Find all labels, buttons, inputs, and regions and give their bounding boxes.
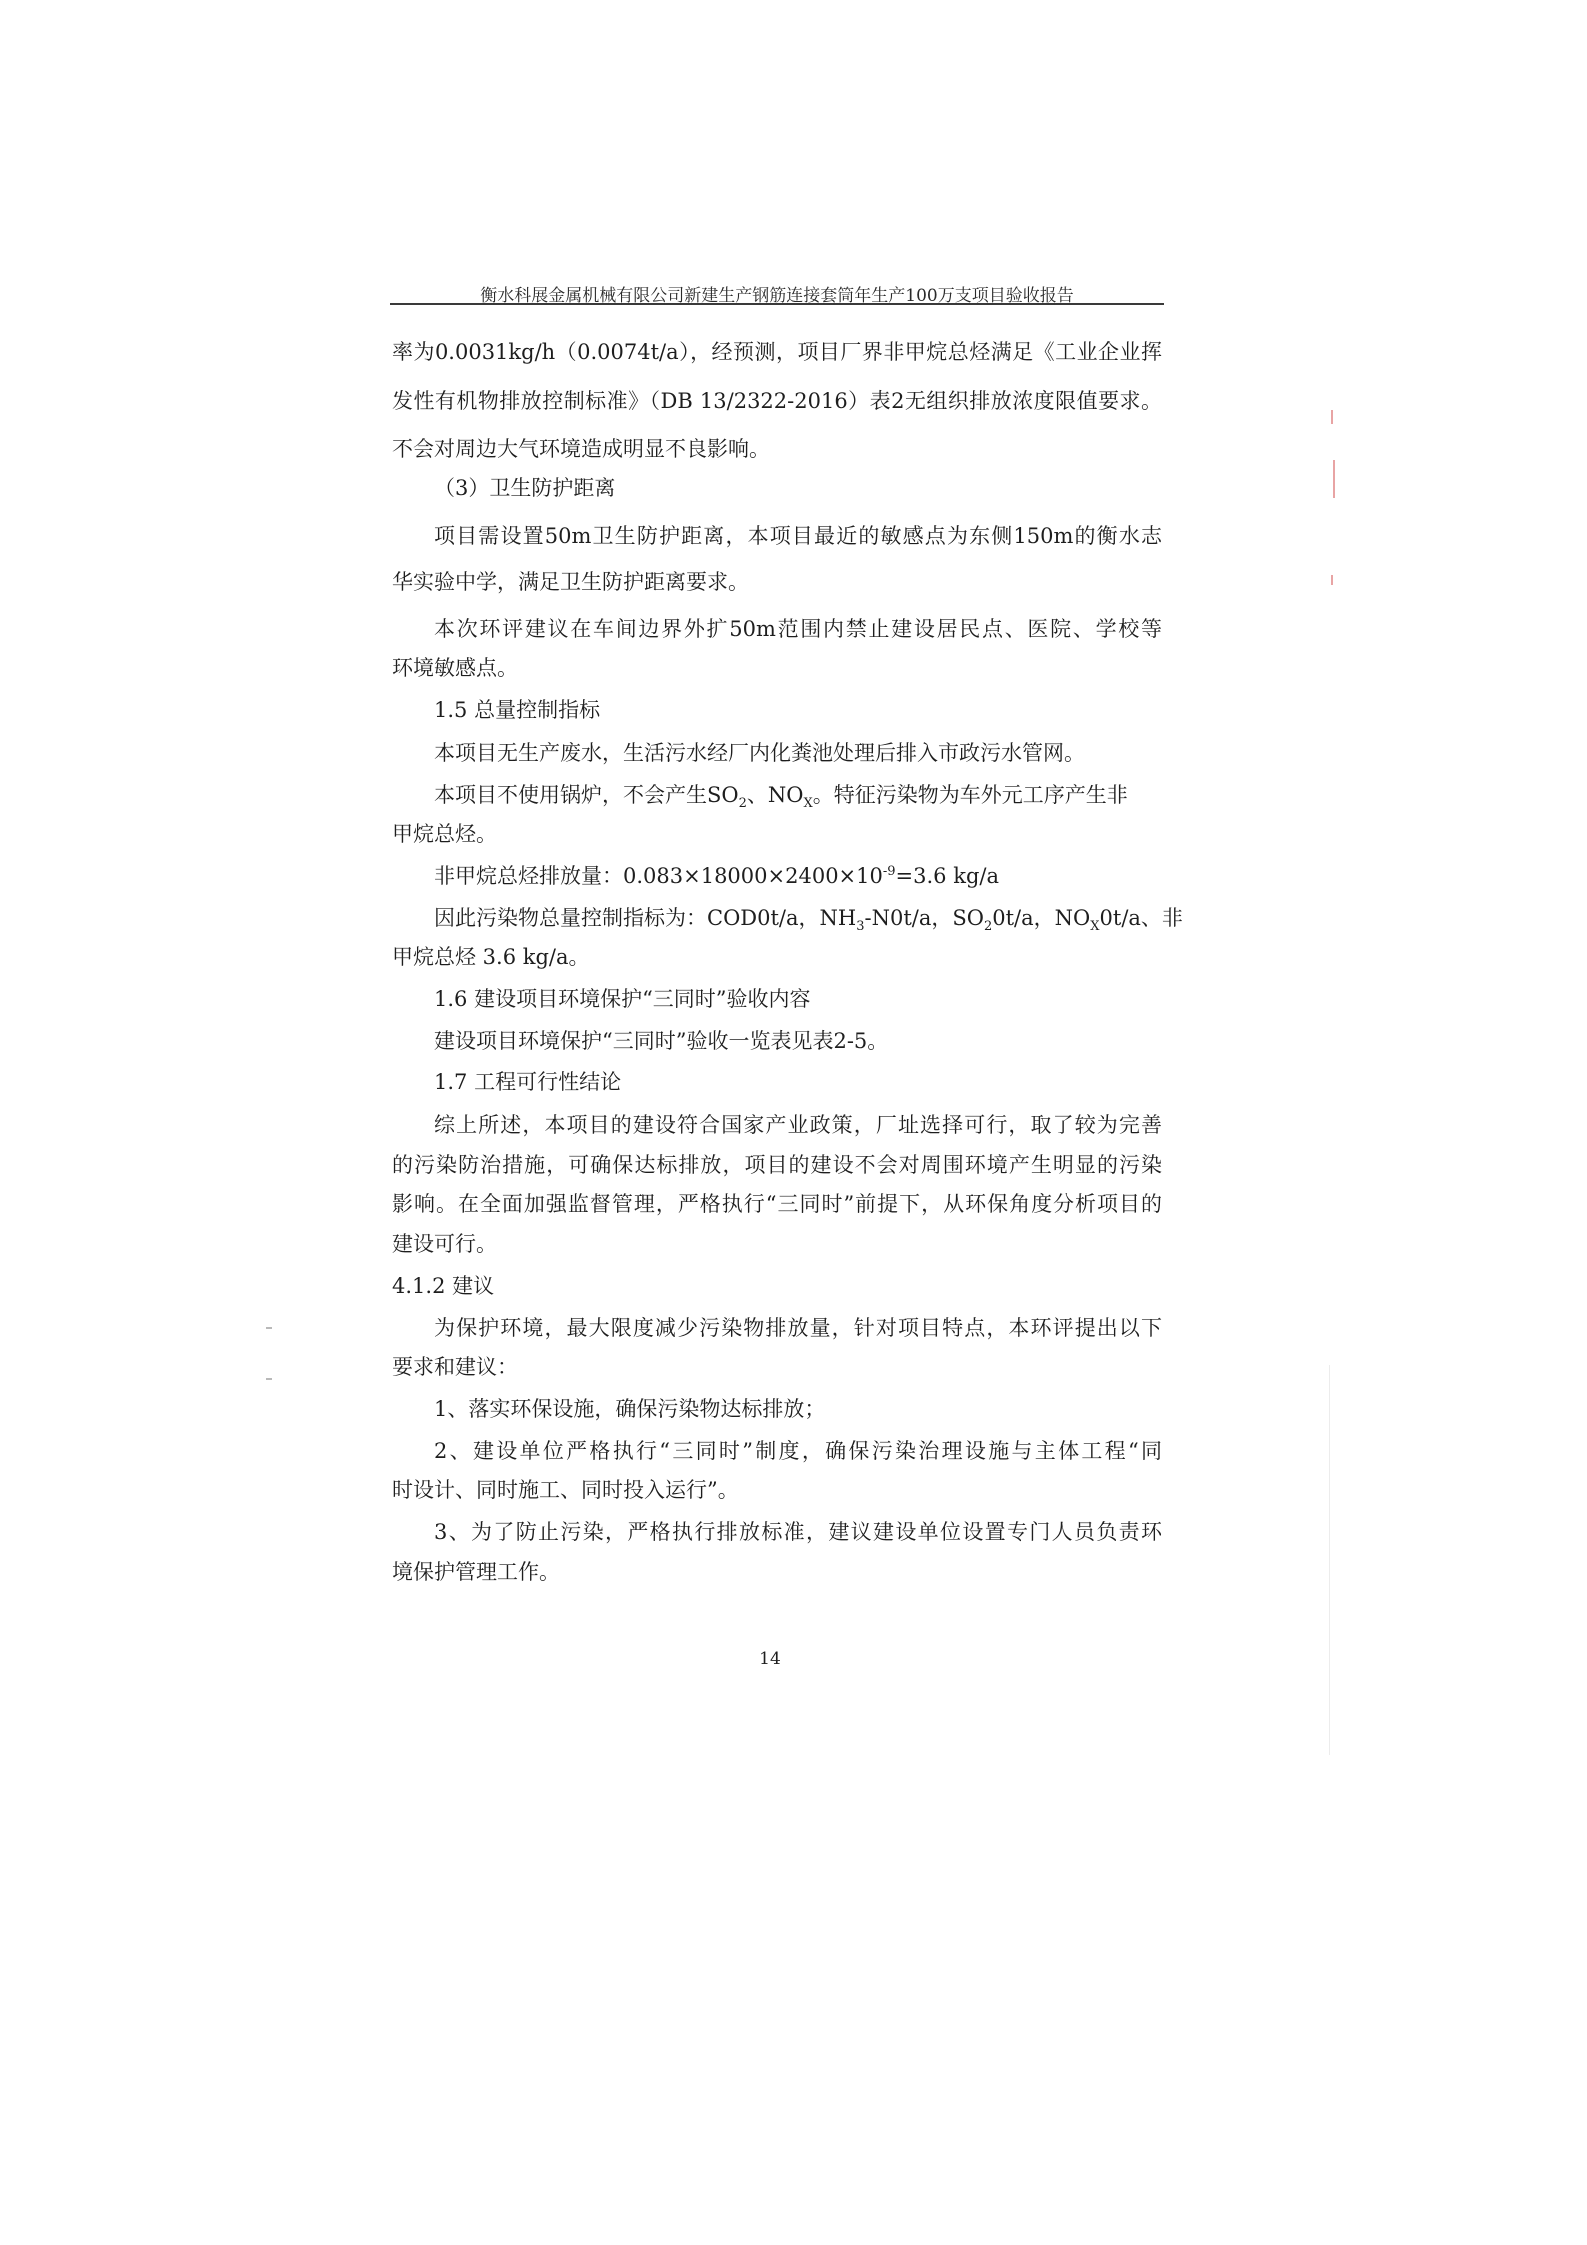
section-heading: 1.6 建设项目环境保护“三同时”验收内容 [434,987,811,1011]
list-item: 境保护管理工作。 [392,1560,560,1584]
scan-artifact-mark [1333,460,1335,498]
scan-artifact-dot [266,1327,272,1329]
scan-artifact-mark [1331,575,1333,585]
section-heading: 1.7 工程可行性结论 [434,1070,622,1094]
section-heading: （3）卫生防护距离 [434,476,616,500]
body-line: 为保护环境，最大限度减少污染物排放量，针对项目特点，本环评提出以下 [434,1316,1162,1340]
body-line: 环境敏感点。 [392,656,518,680]
body-line: 建设可行。 [392,1232,497,1256]
list-item: 2、建设单位严格执行“三同时”制度，确保污染治理设施与主体工程“同 [434,1439,1162,1463]
body-line: 建设项目环境保护“三同时”验收一览表见表2-5。 [434,1029,889,1053]
section-heading: 4.1.2 建议 [392,1274,495,1298]
page-number: 14 [759,1649,781,1669]
header-rule [390,303,1164,305]
list-item: 3、为了防止污染，严格执行排放标准，建议建设单位设置专门人员负责环 [434,1520,1162,1544]
body-line: 的污染防治措施，可确保达标排放，项目的建设不会对周围环境产生明显的污染 [392,1153,1162,1177]
list-item: 1、落实环保设施，确保污染物达标排放； [434,1397,826,1421]
body-line: 不会对周边大气环境造成明显不良影响。 [392,437,770,461]
body-line: 本项目不使用锅炉，不会产生$SO_2$、$NO_X$。特征污染物为车外元工序产生非 [434,783,1128,812]
document-header: 衡水科展金属机械有限公司新建生产钢筋连接套筒年生产100万支项目验收报告 [480,286,1074,306]
body-line: 甲烷总烃 3.6 kg/a。 [392,945,590,969]
body-line: 本次环评建议在车间边界外扩50m范围内禁止建设居民点、医院、学校等 [434,617,1162,641]
body-line: 率为0.0031kg/h（0.0074t/a），经预测，项目厂界非甲烷总烃满足《工业企业挥 [392,340,1162,364]
body-line: 项目需设置50m卫生防护距离，本项目最近的敏感点为东侧150m的衡水志 [434,524,1162,548]
body-line: 综上所述，本项目的建设符合国家产业政策，厂址选择可行，取了较为完善 [434,1113,1162,1137]
body-line: 影响。在全面加强监督管理，严格执行“三同时”前提下，从环保角度分析项目的 [392,1192,1162,1216]
body-line: 华实验中学，满足卫生防护距离要求。 [392,570,749,594]
formula-line: 非甲烷总烃排放量：$0.083\times 18000\times 2400\times 10^{-9}=3.6$ kg/a [434,864,999,888]
scan-artifact-mark [1331,410,1333,424]
scan-artifact-dot [266,1378,272,1380]
body-line: 因此污染物总量控制指标为：COD0t/a，$NH_3-N0t/a$，$SO_20t/a$，$NO_X0t/a$、非 [434,906,1183,935]
body-line: 要求和建议： [392,1355,518,1379]
scan-artifact-edge [1329,1365,1330,1755]
body-line: 发性有机物排放控制标准》（DB 13/2322-2016）表2无组织排放浓度限值要求。 [392,389,1162,413]
body-line: 甲烷总烃。 [392,822,497,846]
body-line: 本项目无生产废水，生活污水经厂内化粪池处理后排入市政污水管网。 [434,741,1085,765]
list-item: 时设计、同时施工、同时投入运行”。 [392,1478,739,1502]
section-heading: 1.5 总量控制指标 [434,698,601,722]
